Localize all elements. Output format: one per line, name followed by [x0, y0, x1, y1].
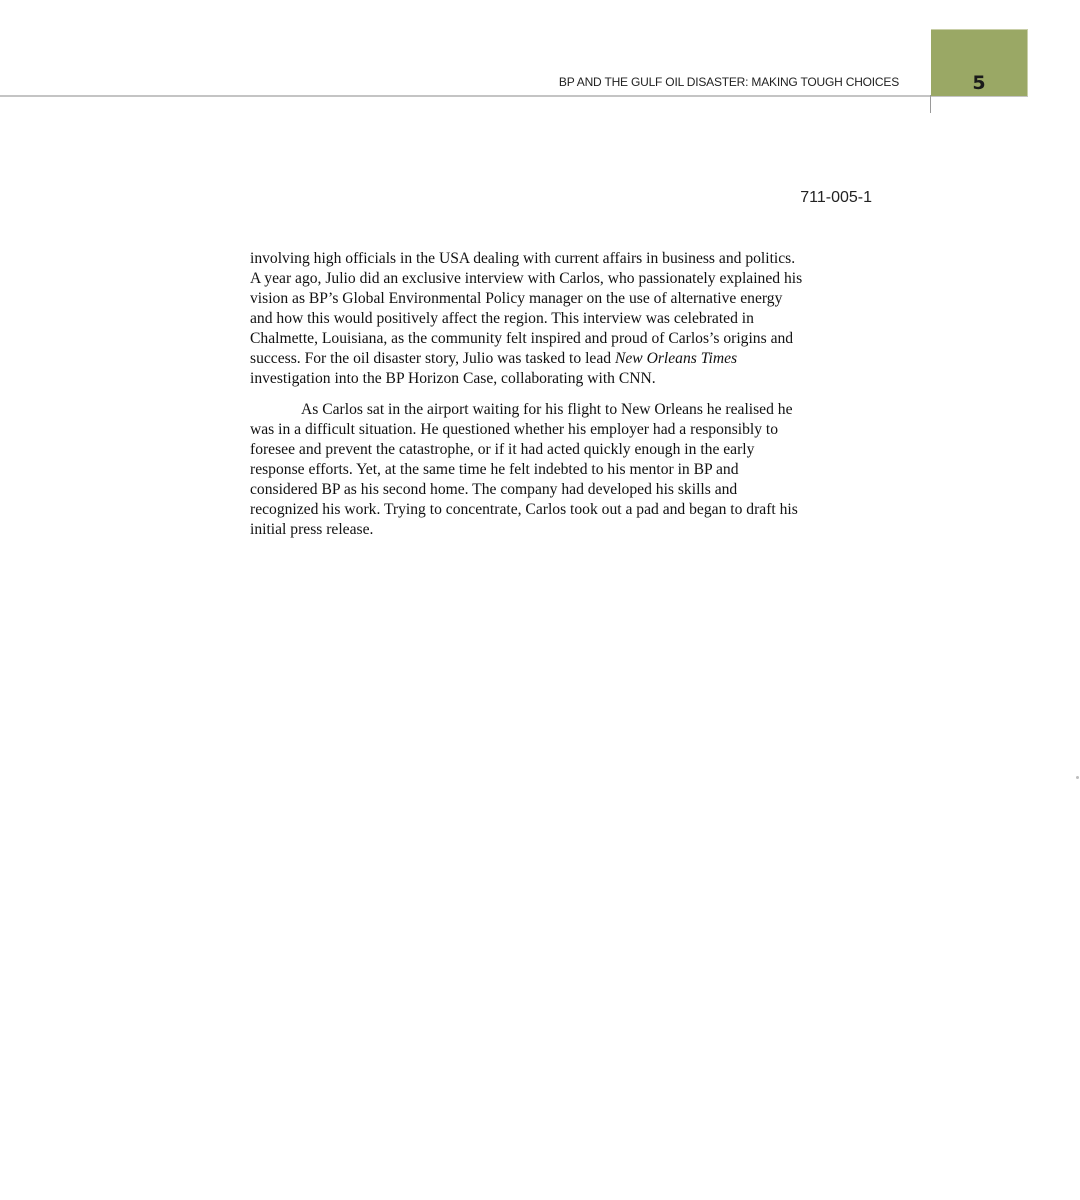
page-number-tab	[931, 29, 1028, 96]
text-line: response efforts. Yet, at the same time he felt indebted to his mentor in BP and	[250, 461, 739, 478]
newspaper-title: New Orleans Times	[614, 350, 738, 367]
text-segment: success. For the oil disaster story, Julio was tasked to lead	[250, 350, 615, 367]
header-rule	[0, 95, 1028, 97]
text-line: As Carlos sat in the airport waiting for his flight to New Orleans he realised he	[301, 401, 793, 418]
page-number: 5	[972, 72, 986, 94]
running-header-title: BP AND THE GULF OIL DISASTER: MAKING TOUGH CHOICES	[558, 75, 899, 89]
text-line: A year ago, Julio did an exclusive interview with Carlos, who passionately explained his	[250, 270, 803, 287]
text-line: involving high officials in the USA dealing with current affairs in business and politics.	[250, 250, 796, 267]
text-line: was in a difficult situation. He questioned whether his employer had a responsibly to	[250, 421, 779, 438]
paragraph-2	[250, 400, 875, 540]
text-line: vision as BP’s Global Environmental Policy manager on the use of alternative energy	[250, 290, 783, 307]
case-number: 711-005-1	[800, 189, 872, 206]
page-edge-mark	[1076, 776, 1079, 779]
text-line: foresee and prevent the catastrophe, or if it had acted quickly enough in the early	[250, 441, 755, 458]
document-body	[250, 249, 875, 540]
paragraph-spacer	[250, 389, 875, 400]
text-line: initial press release.	[250, 521, 374, 538]
paragraph-1	[250, 249, 875, 389]
text-line: considered BP as his second home. The company had developed his skills and	[250, 481, 738, 498]
tab-divider	[930, 95, 931, 113]
text-line: and how this would positively affect the region. This interview was celebrated in	[250, 310, 754, 327]
text-line	[250, 349, 875, 369]
text-line: recognized his work. Trying to concentrate, Carlos took out a pad and began to draft his	[250, 501, 798, 518]
text-line: Chalmette, Louisiana, as the community felt inspired and proud of Carlos’s origins and	[250, 330, 794, 347]
text-line: investigation into the BP Horizon Case, collaborating with CNN.	[250, 370, 656, 387]
